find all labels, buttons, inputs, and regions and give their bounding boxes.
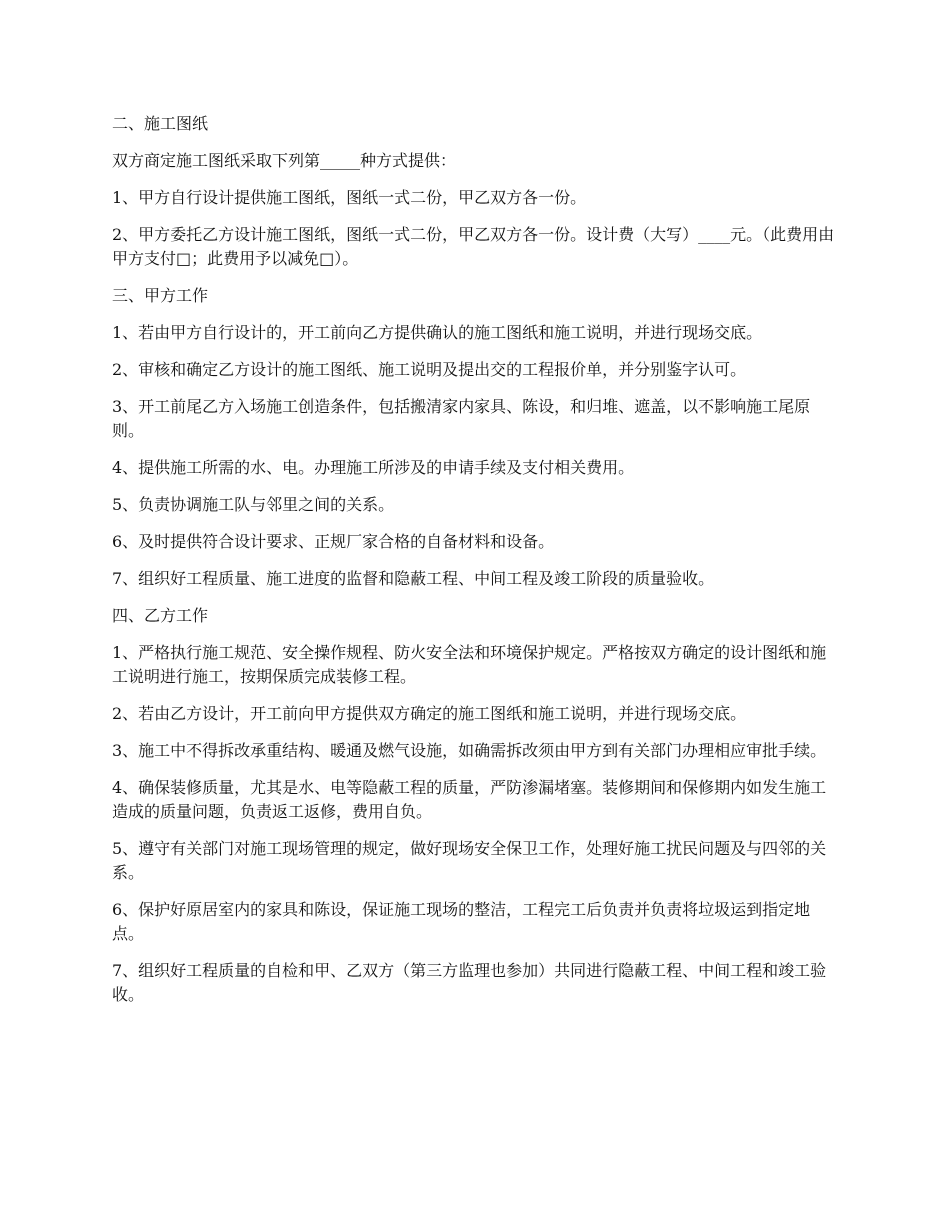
- paragraph-party-b-item-3: 3、施工中不得拆改承重结构、暖通及燃气设施，如确需拆改须由甲方到有关部门办理相应审批手续。: [112, 741, 827, 760]
- section-heading-drawings: 二、施工图纸: [112, 114, 209, 133]
- paragraph-party-b-item-4: 4、确保装修质量，尤其是水、电等隐蔽工程的质量，严防渗漏堵塞。装修期间和保修期内如发生施工造成的质量问题，负责返工返修，费用自负。: [112, 778, 827, 821]
- paragraph-party-a-item-7: 7、组织好工程质量、施工进度的监督和隐蔽工程、中间工程及竣工阶段的质量验收。: [112, 569, 715, 588]
- paragraph-party-b-item-7: 7、组织好工程质量的自检和甲、乙双方（第三方监理也参加）共同进行隐蔽工程、中间工程和竣工验收。: [112, 961, 827, 1004]
- paragraph-drawing-method: 双方商定施工图纸采取下列第_____种方式提供：: [112, 151, 457, 170]
- paragraph-drawings-item-2: 2、甲方委托乙方设计施工图纸，图纸一式二份，甲乙双方各一份。设计费（大写）____元。（此费用由甲方支付□；此费用予以减免□）。: [112, 225, 835, 268]
- paragraph-party-b-item-5: 5、遵守有关部门对施工现场管理的规定，做好现场安全保卫工作，处理好施工扰民问题及与四邻的关系。: [112, 839, 827, 882]
- paragraph-party-a-item-3: 3、开工前尾乙方入场施工创造条件，包括搬清家内家具、陈设，和归堆、遮盖，以不影响施工尾原则。: [112, 397, 811, 440]
- paragraph-party-a-item-1: 1、若由甲方自行设计的，开工前向乙方提供确认的施工图纸和施工说明，并进行现场交底。: [112, 323, 763, 342]
- paragraph-drawings-item-1: 1、甲方自行设计提供施工图纸，图纸一式二份，甲乙双方各一份。: [112, 188, 587, 207]
- paragraph-party-b-item-1: 1、严格执行施工规范、安全操作规程、防火安全法和环境保护规定。严格按双方确定的设计图纸和施工说明进行施工，按期保质完成装修工程。: [112, 643, 827, 686]
- paragraph-party-a-item-5: 5、负责协调施工队与邻里之间的关系。: [112, 495, 395, 514]
- document-page: [112, 112, 840, 1020]
- paragraph-party-b-item-6: 6、保护好原居室内的家具和陈设，保证施工现场的整洁，工程完工后负责并负责将垃圾运到指定地点。: [112, 900, 811, 943]
- paragraph-party-a-item-4: 4、提供施工所需的水、电。办理施工所涉及的申请手续及支付相关费用。: [112, 458, 635, 477]
- paragraph-party-a-item-2: 2、审核和确定乙方设计的施工图纸、施工说明及提出交的工程报价单，并分别鉴字认可。: [112, 360, 747, 379]
- section-heading-party-a: 三、甲方工作: [112, 286, 209, 305]
- paragraph-party-a-item-6: 6、及时提供符合设计要求、正规厂家合格的自备材料和设备。: [112, 532, 555, 551]
- paragraph-party-b-item-2: 2、若由乙方设计，开工前向甲方提供双方确定的施工图纸和施工说明，并进行现场交底。: [112, 704, 747, 723]
- section-heading-party-b: 四、乙方工作: [112, 606, 209, 625]
